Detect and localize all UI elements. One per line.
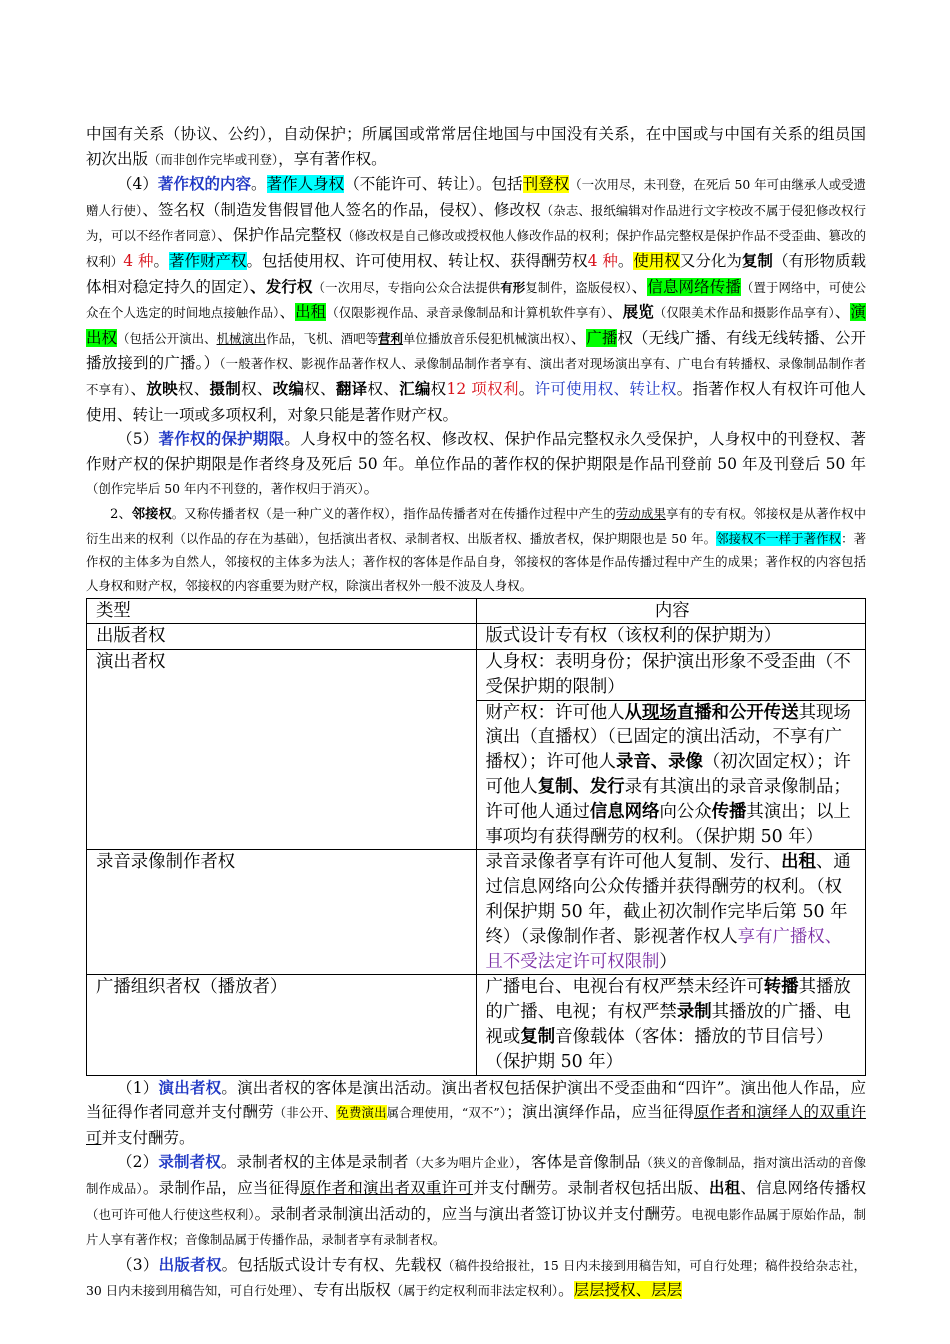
section-5-protection-term: （5）著作权的保护期限。人身权中的签名权、修改权、保护作品完整权永久受保护，人身权中的刊登权、著作财产权的保护期限是作者终身及死后 50 年。单位作品的著作权的保护期限是作品刊登前 50 年及刊登后 50 年（创作完毕后 50 年内不刊登的，著作权归于消灭）。 (86, 429, 866, 498)
row-content: 人身权：表明身份；保护演出形象不受歪曲（不受保护期的限制） (476, 650, 866, 701)
row-content: 财产权：许可他人从现场直播和公开传送其现场演出（直播权）（已固定的演出活动，不享有广播权）；许可他人录音、录像（初次固定权）；许可他人复制、发行录有其演出的录音录像制品；许可他人通过信息网络向公众传播其演出；以上事项均有获得酬劳的权利。（保护期 50 年） (476, 700, 866, 850)
row-content: 广播电台、电视台有权严禁未经许可转播其播放的广播、电视；有权严禁录制其播放的广播、电视或复制音像载体（客体：播放的节目信号）（保护期 50 年） (476, 975, 866, 1075)
header-type: 类型 (87, 599, 477, 624)
row-content: 版式设计专有权（该权利的保护期为） (476, 624, 866, 650)
recorder-rights-title: 录制者权 (158, 1152, 221, 1172)
section-4-title: 著作权的内容 (157, 174, 252, 194)
table-row (87, 650, 866, 701)
performer-rights-paragraph: （1）演出者权。演出者权的客体是演出活动。演出者权包括保护演出不受歪曲和“四许”。演出他人作品，应当征得作者同意并支付酬劳（非公开、免费演出属合理使用，“双不”）；演出演绎作品，应当征得原作者和演绎人的双重许可并支付酬劳。 (86, 1077, 866, 1147)
table-row (87, 850, 866, 975)
section-4-copyright-content: （4）著作权的内容。著作人身权（不能许可、转让）。包括刊登权（一次用尽，未刊登，在死后 50 年可由继承人或受遗赠人行使）、签名权（制造发售假冒他人签名的作品，侵权）、修改权（杂志、报纸编辑对作品进行文字校改不属于侵犯修改权行为，可以不经作者同意）、保护作品完整权（修改权是自己修改或授权他人修改作品的权利；保护作品完整权是保护作品不受歪曲、篡改的权利）4 种。著作财产权。包括使用权、许可使用权、转让权、获得酬劳权4 种。使用权又分化为复制（有形物质载体相对稳定持久的固定）、发行权（一次用尽，专指向公众合法提供有形复制件，盗版侵权）、信息网络传播（置于网络中，可使公众在个人选定的时间地点接触作品）、出租（仅限影视作品、录音录像制品和计算机软件享有）、展览（仅限美术作品和摄影作品享有）、演出权（包括公开演出、机械演出作品，飞机、酒吧等营利单位播放音乐侵犯机械演出权）、广播权（无线广播、有线无线转播、公开播放接到的广播。）（一般著作权、影视作品著作权人、录像制品制作者享有、演出者对现场演出享有、广电台有转播权、录像制品制作者不享有）、放映权、摄制权、改编权、翻译权、汇编权12 项权利。许可使用权、转让权。指著作权人有权许可他人使用、转让一项或多项权利，对象只能是著作财产权。 (86, 174, 866, 424)
recorder-rights-paragraph: （2）录制者权。录制者权的主体是录制者（大多为唱片企业），客体是音像制品（狭义的音像制品，指对演出活动的音像制作成品）。录制作品，应当征得原作者和演出者双重许可并支付酬劳。录制者权包括出版、出租、信息网络传播权（也可许可他人行使这些权利）。录制者录制演出活动的，应当与演出者签订协议并支付酬劳。电视电影作品属于原始作品，制片人享有著作权；音像制品属于传播作品，录制者享有录制者权。 (86, 1152, 866, 1248)
row-type: 录音录像制作者权 (87, 850, 477, 975)
header-content: 内容 (476, 599, 866, 624)
neighboring-rights-title: 邻接权 (131, 506, 172, 522)
row-type: 出版者权 (87, 624, 477, 650)
neighboring-rights-table (86, 598, 866, 1075)
row-type: 演出者权 (87, 650, 477, 850)
paragraph-top: 中国有关系（协议、公约），自动保护；所属国或常常居住地国与中国没有关系，在中国或与中国有关系的组员国初次出版（而非创作完毕或刊登），享有著作权。 (86, 125, 866, 168)
row-content: 录音录像者享有许可他人复制、发行、出租、通过信息网络向公众传播并获得酬劳的权利。（权利保护期 50 年，截止初次制作完毕后第 50 年终）（录像制作者、影视著作权人享有广播权、且不受法定许可权限制） (476, 850, 866, 975)
publisher-rights-title: 出版者权 (158, 1254, 222, 1274)
section-5-title: 著作权的保护期限 (158, 429, 285, 449)
publisher-rights-paragraph: （3）出版者权。包括版式设计专有权、先载权（稿件投给报社，15 日内未接到用稿告知，可自行处理；稿件投给杂志社，30 日内未接到用稿告知，可自行处理）、专有出版权（属于约定权利而非法定权利）。层层授权、层层 (86, 1254, 866, 1300)
performer-rights-title: 演出者权 (158, 1077, 222, 1097)
table-row (87, 624, 866, 650)
row-type: 广播组织者权（播放者） (87, 975, 477, 1075)
table-header-row (87, 599, 866, 624)
neighboring-rights-paragraph: 2、邻接权。又称传播者权（是一种广义的著作权），指作品传播者对在传播作过程中产生的劳动成果享有的专有权。邻接权是从著作权中衍生出来的权利（以作品的存在为基础），包括演出者权、录制者权、出版者权、播放者权，保护期限也是 50 年。邻接权不一样于著作权：著作权的主体多为自然人，邻接权的主体多为法人；著作权的客体是作品自身，邻接权的客体是作品传播过程中产生的成果；著作权的内容包括人身权和财产权，邻接权的内容重要为财产权，除演出者权外一般不波及人身权。 (86, 505, 867, 593)
document-page (86, 122, 866, 1304)
table-row (87, 975, 866, 1075)
